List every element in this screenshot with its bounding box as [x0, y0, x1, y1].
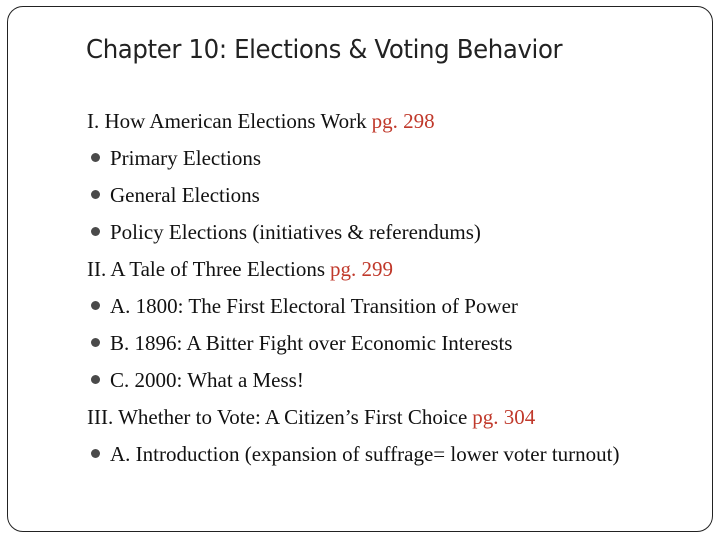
bullet-item-text: C. 2000: What a Mess! [110, 367, 304, 392]
outline-bullet-item [87, 324, 712, 361]
outline-content [87, 102, 712, 472]
bullet-icon [91, 301, 100, 310]
outline-bullet-item [87, 139, 712, 176]
bullet-item-text: Primary Elections [110, 145, 262, 170]
page-reference: pg. 299 [330, 256, 394, 281]
bullet-item-text: A. Introduction (expansion of suffrage= lower voter turnout) [110, 441, 620, 466]
bullet-icon [91, 338, 100, 347]
outline-heading [87, 250, 712, 287]
page-reference: pg. 304 [472, 404, 536, 429]
page-reference: pg. 298 [371, 108, 435, 133]
outline-heading [87, 398, 712, 435]
bullet-item-text: A. 1800: The First Electoral Transition of Power [110, 293, 518, 318]
outline-bullet-item [87, 287, 712, 324]
outline-heading-text: III. Whether to Vote: A Citizen’s First Choice [87, 404, 468, 429]
bullet-icon [91, 449, 100, 458]
outline-heading [87, 102, 712, 139]
bullet-icon [91, 375, 100, 384]
outline-bullet-item [87, 361, 712, 398]
outline-heading-text: II. A Tale of Three Elections [87, 256, 326, 281]
outline-bullet-item [87, 176, 712, 213]
bullet-icon [91, 227, 100, 236]
slide-frame [7, 6, 713, 532]
bullet-item-text: B. 1896: A Bitter Fight over Economic Interests [110, 330, 513, 355]
bullet-item-text: General Elections [110, 182, 260, 207]
outline-bullet-item [87, 435, 712, 472]
bullet-icon [91, 190, 100, 199]
slide-title: Chapter 10: Elections & Voting Behavior [86, 35, 563, 65]
bullet-icon [91, 153, 100, 162]
outline-bullet-item [87, 213, 712, 250]
bullet-item-text: Policy Elections (initiatives & referendums) [110, 219, 481, 244]
outline-heading-text: I. How American Elections Work [87, 108, 367, 133]
